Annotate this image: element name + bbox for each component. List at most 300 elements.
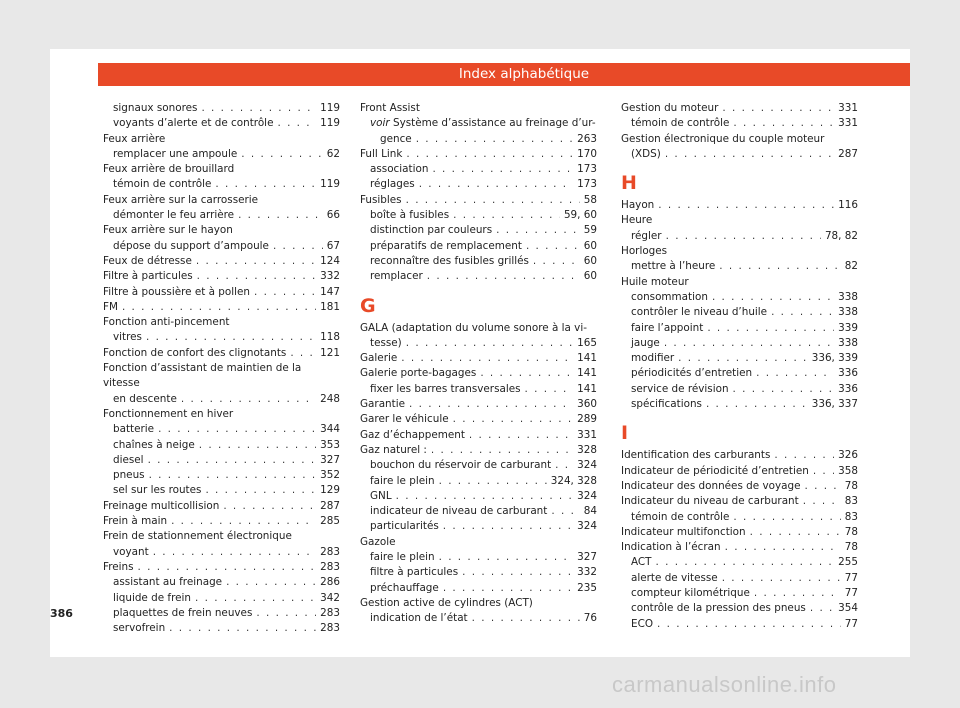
dot-leader bbox=[439, 550, 574, 565]
see-label: voir bbox=[370, 117, 390, 130]
index-entry bbox=[360, 428, 597, 443]
dot-leader bbox=[406, 147, 573, 162]
dot-leader bbox=[197, 269, 316, 284]
index-heading: Gestion active de cylindres (ACT) bbox=[360, 596, 533, 609]
index-subentry bbox=[621, 305, 858, 320]
entry-label: ECO bbox=[631, 617, 653, 630]
dot-leader bbox=[804, 479, 840, 494]
page-reference: 173 bbox=[577, 178, 597, 191]
page-reference: 78 bbox=[844, 479, 858, 492]
dot-leader bbox=[722, 571, 841, 586]
dot-leader bbox=[657, 617, 841, 632]
index-subentry bbox=[360, 611, 597, 626]
page-reference: 287 bbox=[320, 499, 340, 512]
index-subentry bbox=[621, 290, 858, 305]
page-reference: 248 bbox=[320, 392, 340, 405]
entry-label: Freins bbox=[103, 560, 134, 573]
entry-label: régler bbox=[631, 229, 662, 242]
dot-leader bbox=[416, 132, 573, 147]
index-entry bbox=[103, 499, 340, 514]
index-subentry bbox=[360, 489, 597, 504]
entry-label: ACT bbox=[631, 556, 652, 569]
entry-label: en descente bbox=[113, 392, 177, 405]
index-entry bbox=[360, 193, 597, 208]
index-subentry bbox=[360, 254, 597, 269]
index-entry bbox=[621, 198, 858, 213]
dot-leader bbox=[664, 336, 834, 351]
index-heading: Fonction anti-pincement bbox=[103, 316, 230, 329]
index-subentry bbox=[621, 321, 858, 336]
page-reference: 331 bbox=[577, 428, 597, 441]
entry-label: témoin de contrôle bbox=[113, 178, 212, 191]
index-entry bbox=[360, 397, 597, 412]
page-reference: 328 bbox=[577, 443, 597, 456]
index-entry bbox=[103, 346, 340, 361]
index-subentry bbox=[103, 239, 340, 254]
index-entry bbox=[360, 366, 597, 381]
index-subentry bbox=[103, 438, 340, 453]
index-subentry bbox=[360, 269, 597, 284]
dot-leader bbox=[656, 555, 835, 570]
dot-leader bbox=[496, 223, 580, 238]
dot-leader bbox=[254, 285, 316, 300]
entry-label: Garantie bbox=[360, 398, 405, 411]
entry-label: périodicités d’entretien bbox=[631, 367, 753, 380]
index-heading: Feux arrière bbox=[103, 132, 166, 145]
index-subentry bbox=[621, 617, 858, 632]
dot-leader bbox=[462, 565, 573, 580]
index-subentry bbox=[621, 510, 858, 525]
entry-label: Indicateur multifonction bbox=[621, 525, 746, 538]
dot-leader bbox=[666, 229, 821, 244]
entry-label: préchauffage bbox=[370, 581, 439, 594]
page-reference: 336, 337 bbox=[811, 398, 858, 411]
index-subentry bbox=[103, 606, 340, 621]
page-reference: 66 bbox=[326, 209, 340, 222]
page-reference: 173 bbox=[577, 163, 597, 176]
entry-label: modifier bbox=[631, 352, 675, 365]
page-reference: 60 bbox=[583, 254, 597, 267]
dot-leader bbox=[756, 366, 834, 381]
document-page bbox=[50, 49, 910, 657]
index-subentry bbox=[621, 336, 858, 351]
entry-label: préparatifs de remplacement bbox=[370, 239, 522, 252]
index-subentry bbox=[621, 351, 858, 366]
page-reference: 331 bbox=[838, 102, 858, 114]
page-reference: 332 bbox=[320, 270, 340, 283]
index-subentry bbox=[360, 519, 597, 534]
entry-label: Gaz d’échappement bbox=[360, 428, 465, 441]
page-reference: 77 bbox=[844, 571, 858, 584]
dot-leader bbox=[153, 545, 316, 560]
dot-leader bbox=[813, 464, 834, 479]
dot-leader bbox=[196, 254, 316, 269]
page-reference: 283 bbox=[320, 622, 340, 635]
page-reference: 118 bbox=[320, 331, 340, 344]
dot-leader bbox=[678, 351, 808, 366]
entry-label: voyant bbox=[113, 545, 149, 558]
index-column-2 bbox=[360, 101, 597, 627]
page-reference: 82 bbox=[844, 260, 858, 273]
dot-leader bbox=[750, 525, 841, 540]
page-reference: 336 bbox=[838, 382, 858, 395]
entry-label: Frein à main bbox=[103, 515, 168, 528]
dot-leader bbox=[733, 510, 840, 525]
index-entry bbox=[621, 448, 858, 463]
index-heading: Heure bbox=[621, 214, 653, 227]
entry-label: Gestion du moteur bbox=[621, 102, 719, 114]
dot-leader bbox=[707, 321, 834, 336]
index-heading: Gestion électronique du couple moteur bbox=[621, 132, 825, 145]
index-entry bbox=[360, 147, 597, 162]
page-reference: 121 bbox=[320, 346, 340, 359]
entry-label: remplacer une ampoule bbox=[113, 147, 238, 160]
page-number: 386 bbox=[50, 607, 73, 620]
index-entry bbox=[360, 351, 597, 366]
entry-label: plaquettes de frein neuves bbox=[113, 606, 253, 619]
entry-label: compteur kilométrique bbox=[631, 587, 750, 600]
dot-leader bbox=[443, 581, 573, 596]
entry-label: Indicateur de périodicité d’entretien bbox=[621, 464, 809, 477]
index-entry bbox=[360, 443, 597, 458]
page-reference: 332 bbox=[577, 566, 597, 579]
page-reference: 141 bbox=[577, 382, 597, 395]
index-subentry bbox=[621, 571, 858, 586]
section-letter: I bbox=[621, 422, 629, 445]
page-reference: 119 bbox=[320, 102, 340, 114]
dot-leader bbox=[803, 494, 841, 509]
index-subentry bbox=[360, 382, 597, 397]
page-reference: 336 bbox=[838, 367, 858, 380]
index-heading: Frein de stationnement électronique bbox=[103, 530, 292, 543]
index-subentry bbox=[103, 422, 340, 437]
page-reference: 263 bbox=[577, 132, 597, 145]
page-reference: 76 bbox=[583, 612, 597, 625]
entry-label: FM bbox=[103, 300, 118, 313]
index-entry bbox=[103, 300, 340, 315]
page-reference: 255 bbox=[838, 556, 858, 569]
dot-leader bbox=[396, 489, 574, 504]
dot-leader bbox=[277, 116, 316, 131]
entry-label: (XDS) bbox=[631, 147, 661, 160]
dot-leader bbox=[432, 162, 573, 177]
page-reference: 283 bbox=[320, 606, 340, 619]
entry-label: chaînes à neige bbox=[113, 438, 195, 451]
dot-leader bbox=[525, 382, 574, 397]
index-subentry bbox=[103, 392, 340, 407]
page-reference: 77 bbox=[844, 587, 858, 600]
entry-label: Freinage multicollision bbox=[103, 499, 220, 512]
page-reference: 124 bbox=[320, 254, 340, 267]
page-reference: 344 bbox=[320, 423, 340, 436]
page-reference: 147 bbox=[320, 285, 340, 298]
page-reference: 342 bbox=[320, 591, 340, 604]
dot-leader bbox=[706, 397, 808, 412]
index-entry bbox=[621, 494, 858, 509]
page-reference: 324, 328 bbox=[550, 474, 597, 487]
entry-label: indicateur de niveau de carburant bbox=[370, 505, 548, 518]
dot-leader bbox=[771, 305, 834, 320]
page-reference: 336, 339 bbox=[811, 352, 858, 365]
dot-leader bbox=[148, 453, 317, 468]
dot-leader bbox=[431, 443, 573, 458]
index-subentry bbox=[621, 382, 858, 397]
index-subentry bbox=[360, 208, 597, 223]
index-subentry bbox=[360, 504, 597, 519]
index-heading: GALA (adaptation du volume sonore à la vi- bbox=[360, 321, 587, 334]
page-reference: 59, 60 bbox=[563, 209, 597, 222]
dot-leader bbox=[439, 474, 547, 489]
entry-label: diesel bbox=[113, 453, 144, 466]
entry-label: Feux de détresse bbox=[103, 254, 192, 267]
entry-label: assistant au freinage bbox=[113, 576, 223, 589]
page-reference: 83 bbox=[844, 495, 858, 508]
page-reference: 129 bbox=[320, 484, 340, 497]
dot-leader bbox=[223, 499, 316, 514]
header-bar bbox=[98, 63, 910, 86]
index-subentry bbox=[103, 208, 340, 223]
dot-leader bbox=[199, 438, 316, 453]
entry-label: contrôler le niveau d’huile bbox=[631, 306, 768, 319]
dot-leader bbox=[555, 458, 573, 473]
dot-leader bbox=[181, 392, 316, 407]
page-reference: 326 bbox=[838, 449, 858, 462]
index-subentry bbox=[360, 223, 597, 238]
entry-label: pneus bbox=[113, 469, 145, 482]
dot-leader bbox=[733, 382, 835, 397]
index-subentry bbox=[103, 621, 340, 636]
entry-label: distinction par couleurs bbox=[370, 224, 493, 237]
index-entry bbox=[103, 285, 340, 300]
page-reference: 59 bbox=[583, 224, 597, 237]
page-reference: 360 bbox=[577, 398, 597, 411]
dot-leader bbox=[201, 101, 316, 116]
page-reference: 78 bbox=[844, 541, 858, 554]
entry-label: témoin de contrôle bbox=[631, 510, 730, 523]
index-entry bbox=[621, 525, 858, 540]
dot-leader bbox=[241, 147, 323, 162]
dot-leader bbox=[226, 575, 316, 590]
index-subentry bbox=[103, 101, 340, 116]
index-column-3 bbox=[621, 101, 858, 632]
page-reference: 324 bbox=[577, 459, 597, 472]
dot-leader bbox=[406, 193, 580, 208]
index-entry bbox=[103, 560, 340, 575]
entry-label: Indicateur du niveau de carburant bbox=[621, 495, 799, 508]
dot-leader bbox=[526, 239, 580, 254]
index-entry bbox=[360, 412, 597, 427]
dot-leader bbox=[453, 208, 560, 223]
entry-label: spécifications bbox=[631, 398, 702, 411]
index-subentry bbox=[103, 147, 340, 162]
page-reference: 84 bbox=[583, 505, 597, 518]
dot-leader bbox=[810, 601, 834, 616]
entry-label: Full Link bbox=[360, 147, 403, 160]
index-subentry bbox=[103, 468, 340, 483]
index-subentry bbox=[621, 116, 858, 131]
entry-label: remplacer bbox=[370, 270, 423, 283]
entry-label: Galerie bbox=[360, 352, 398, 365]
index-heading: Feux arrière de brouillard bbox=[103, 163, 235, 176]
page-reference: 181 bbox=[320, 300, 340, 313]
page-reference: 358 bbox=[838, 464, 858, 477]
entry-label: service de révision bbox=[631, 382, 729, 395]
page-reference: 327 bbox=[577, 551, 597, 564]
entry-label: contrôle de la pression des pneus bbox=[631, 602, 806, 615]
page-reference: 58 bbox=[583, 193, 597, 206]
index-heading: Fonctionnement en hiver bbox=[103, 407, 234, 420]
entry-label: faire le plein bbox=[370, 551, 435, 564]
index-entry bbox=[621, 101, 858, 116]
index-heading: Horloges bbox=[621, 245, 668, 258]
entry-label: Filtre à particules bbox=[103, 270, 193, 283]
page-reference: 338 bbox=[838, 306, 858, 319]
index-subentry bbox=[103, 177, 340, 192]
dot-leader bbox=[169, 621, 316, 636]
page-reference: 141 bbox=[577, 352, 597, 365]
dot-leader bbox=[533, 254, 580, 269]
page-reference: 324 bbox=[577, 520, 597, 533]
page-reference: 170 bbox=[577, 147, 597, 160]
dot-leader bbox=[138, 560, 317, 575]
entry-label: gence bbox=[380, 132, 412, 145]
entry-label: Galerie porte-bagages bbox=[360, 367, 477, 380]
index-heading: Huile moteur bbox=[621, 275, 689, 288]
index-subentry bbox=[360, 458, 597, 473]
dot-leader bbox=[146, 330, 316, 345]
index-subentry bbox=[103, 483, 340, 498]
entry-label: Fusibles bbox=[360, 193, 402, 206]
page-reference: 78, 82 bbox=[824, 229, 858, 242]
index-subentry bbox=[360, 565, 597, 580]
dot-leader bbox=[725, 540, 841, 555]
index-heading: Front Assist bbox=[360, 102, 420, 114]
entry-label: jauge bbox=[631, 336, 660, 349]
dot-leader bbox=[273, 239, 323, 254]
dot-leader bbox=[215, 177, 316, 192]
page-reference: 60 bbox=[583, 270, 597, 283]
dot-leader bbox=[453, 412, 574, 427]
entry-label: batterie bbox=[113, 423, 155, 436]
entry-label: Identification des carburants bbox=[621, 449, 771, 462]
index-subentry bbox=[103, 453, 340, 468]
dot-leader bbox=[290, 346, 316, 361]
entry-label: Fonction de confort des clignotants bbox=[103, 346, 287, 359]
page-reference: 83 bbox=[844, 510, 858, 523]
page-reference: 286 bbox=[320, 576, 340, 589]
page-reference: 283 bbox=[320, 560, 340, 573]
entry-label: témoin de contrôle bbox=[631, 117, 730, 130]
index-subentry bbox=[621, 259, 858, 274]
index-entry bbox=[103, 514, 340, 529]
dot-leader bbox=[658, 198, 834, 213]
page-reference: 287 bbox=[838, 147, 858, 160]
index-subentry bbox=[103, 330, 340, 345]
see-target: Système d’assistance au freinage d’ur- bbox=[392, 117, 596, 130]
entry-label: signaux sonores bbox=[113, 102, 198, 114]
page-reference: 324 bbox=[577, 489, 597, 502]
page-reference: 285 bbox=[320, 515, 340, 528]
dot-leader bbox=[149, 468, 317, 483]
dot-leader bbox=[665, 147, 834, 162]
dot-leader bbox=[472, 611, 580, 626]
dot-leader bbox=[443, 519, 573, 534]
index-subentry bbox=[360, 177, 597, 192]
entry-label: Garer le véhicule bbox=[360, 413, 449, 426]
dot-leader bbox=[551, 504, 579, 519]
entry-label: démonter le feu arrière bbox=[113, 209, 235, 222]
dot-leader bbox=[733, 116, 834, 131]
page-reference: 78 bbox=[844, 525, 858, 538]
entry-label: association bbox=[370, 163, 429, 176]
dot-leader bbox=[256, 606, 316, 621]
dot-leader bbox=[712, 290, 834, 305]
page-reference: 353 bbox=[320, 438, 340, 451]
entry-label: Gaz naturel : bbox=[360, 443, 427, 456]
dot-leader bbox=[122, 300, 316, 315]
entry-label: consommation bbox=[631, 290, 708, 303]
page-title: Index alphabétique bbox=[458, 66, 590, 82]
index-entry bbox=[621, 464, 858, 479]
dot-leader bbox=[401, 351, 573, 366]
dot-leader bbox=[195, 591, 316, 606]
dot-leader bbox=[774, 448, 834, 463]
dot-leader bbox=[406, 336, 573, 351]
entry-label: faire le plein bbox=[370, 474, 435, 487]
index-entry bbox=[103, 269, 340, 284]
entry-label: boîte à fusibles bbox=[370, 209, 450, 222]
entry-label: servofrein bbox=[113, 622, 166, 635]
index-heading: Feux arrière sur la carrosserie bbox=[103, 193, 259, 206]
entry-label: sel sur les routes bbox=[113, 484, 202, 497]
dot-leader bbox=[480, 366, 573, 381]
entry-label: mettre à l’heure bbox=[631, 260, 716, 273]
entry-label: dépose du support d’ampoule bbox=[113, 239, 269, 252]
index-column-1 bbox=[103, 101, 340, 636]
index-subentry bbox=[103, 591, 340, 606]
index-subentry bbox=[360, 162, 597, 177]
index-entry bbox=[103, 254, 340, 269]
entry-label: particularités bbox=[370, 520, 439, 533]
entry-label: Indicateur des données de voyage bbox=[621, 479, 801, 492]
page-reference: 352 bbox=[320, 469, 340, 482]
dot-leader bbox=[419, 177, 573, 192]
entry-label: Filtre à poussière et à pollen bbox=[103, 285, 251, 298]
dot-leader bbox=[719, 259, 841, 274]
index-heading: Gazole bbox=[360, 535, 396, 548]
page-reference: 338 bbox=[838, 336, 858, 349]
index-subentry bbox=[360, 581, 597, 596]
page-reference: 289 bbox=[577, 413, 597, 426]
index-subentry bbox=[621, 397, 858, 412]
page-reference: 141 bbox=[577, 367, 597, 380]
page-reference: 283 bbox=[320, 545, 340, 558]
index-subentry bbox=[621, 147, 858, 162]
entry-label: voyants d’alerte et de contrôle bbox=[113, 117, 274, 130]
page-reference: 116 bbox=[838, 199, 858, 212]
index-subentry bbox=[103, 575, 340, 590]
entry-label: vitres bbox=[113, 331, 142, 344]
index-heading: Fonction d’assistant de maintien de la vitesse bbox=[103, 362, 302, 390]
entry-label: reconnaître des fusibles grillés bbox=[370, 254, 529, 267]
entry-label: bouchon du réservoir de carburant bbox=[370, 459, 552, 472]
index-subentry bbox=[360, 132, 597, 147]
page-reference: 119 bbox=[320, 117, 340, 130]
entry-label: fixer les barres transversales bbox=[370, 382, 521, 395]
section-letter: G bbox=[360, 294, 376, 317]
index-subentry bbox=[103, 116, 340, 131]
index-subentry bbox=[360, 336, 597, 351]
